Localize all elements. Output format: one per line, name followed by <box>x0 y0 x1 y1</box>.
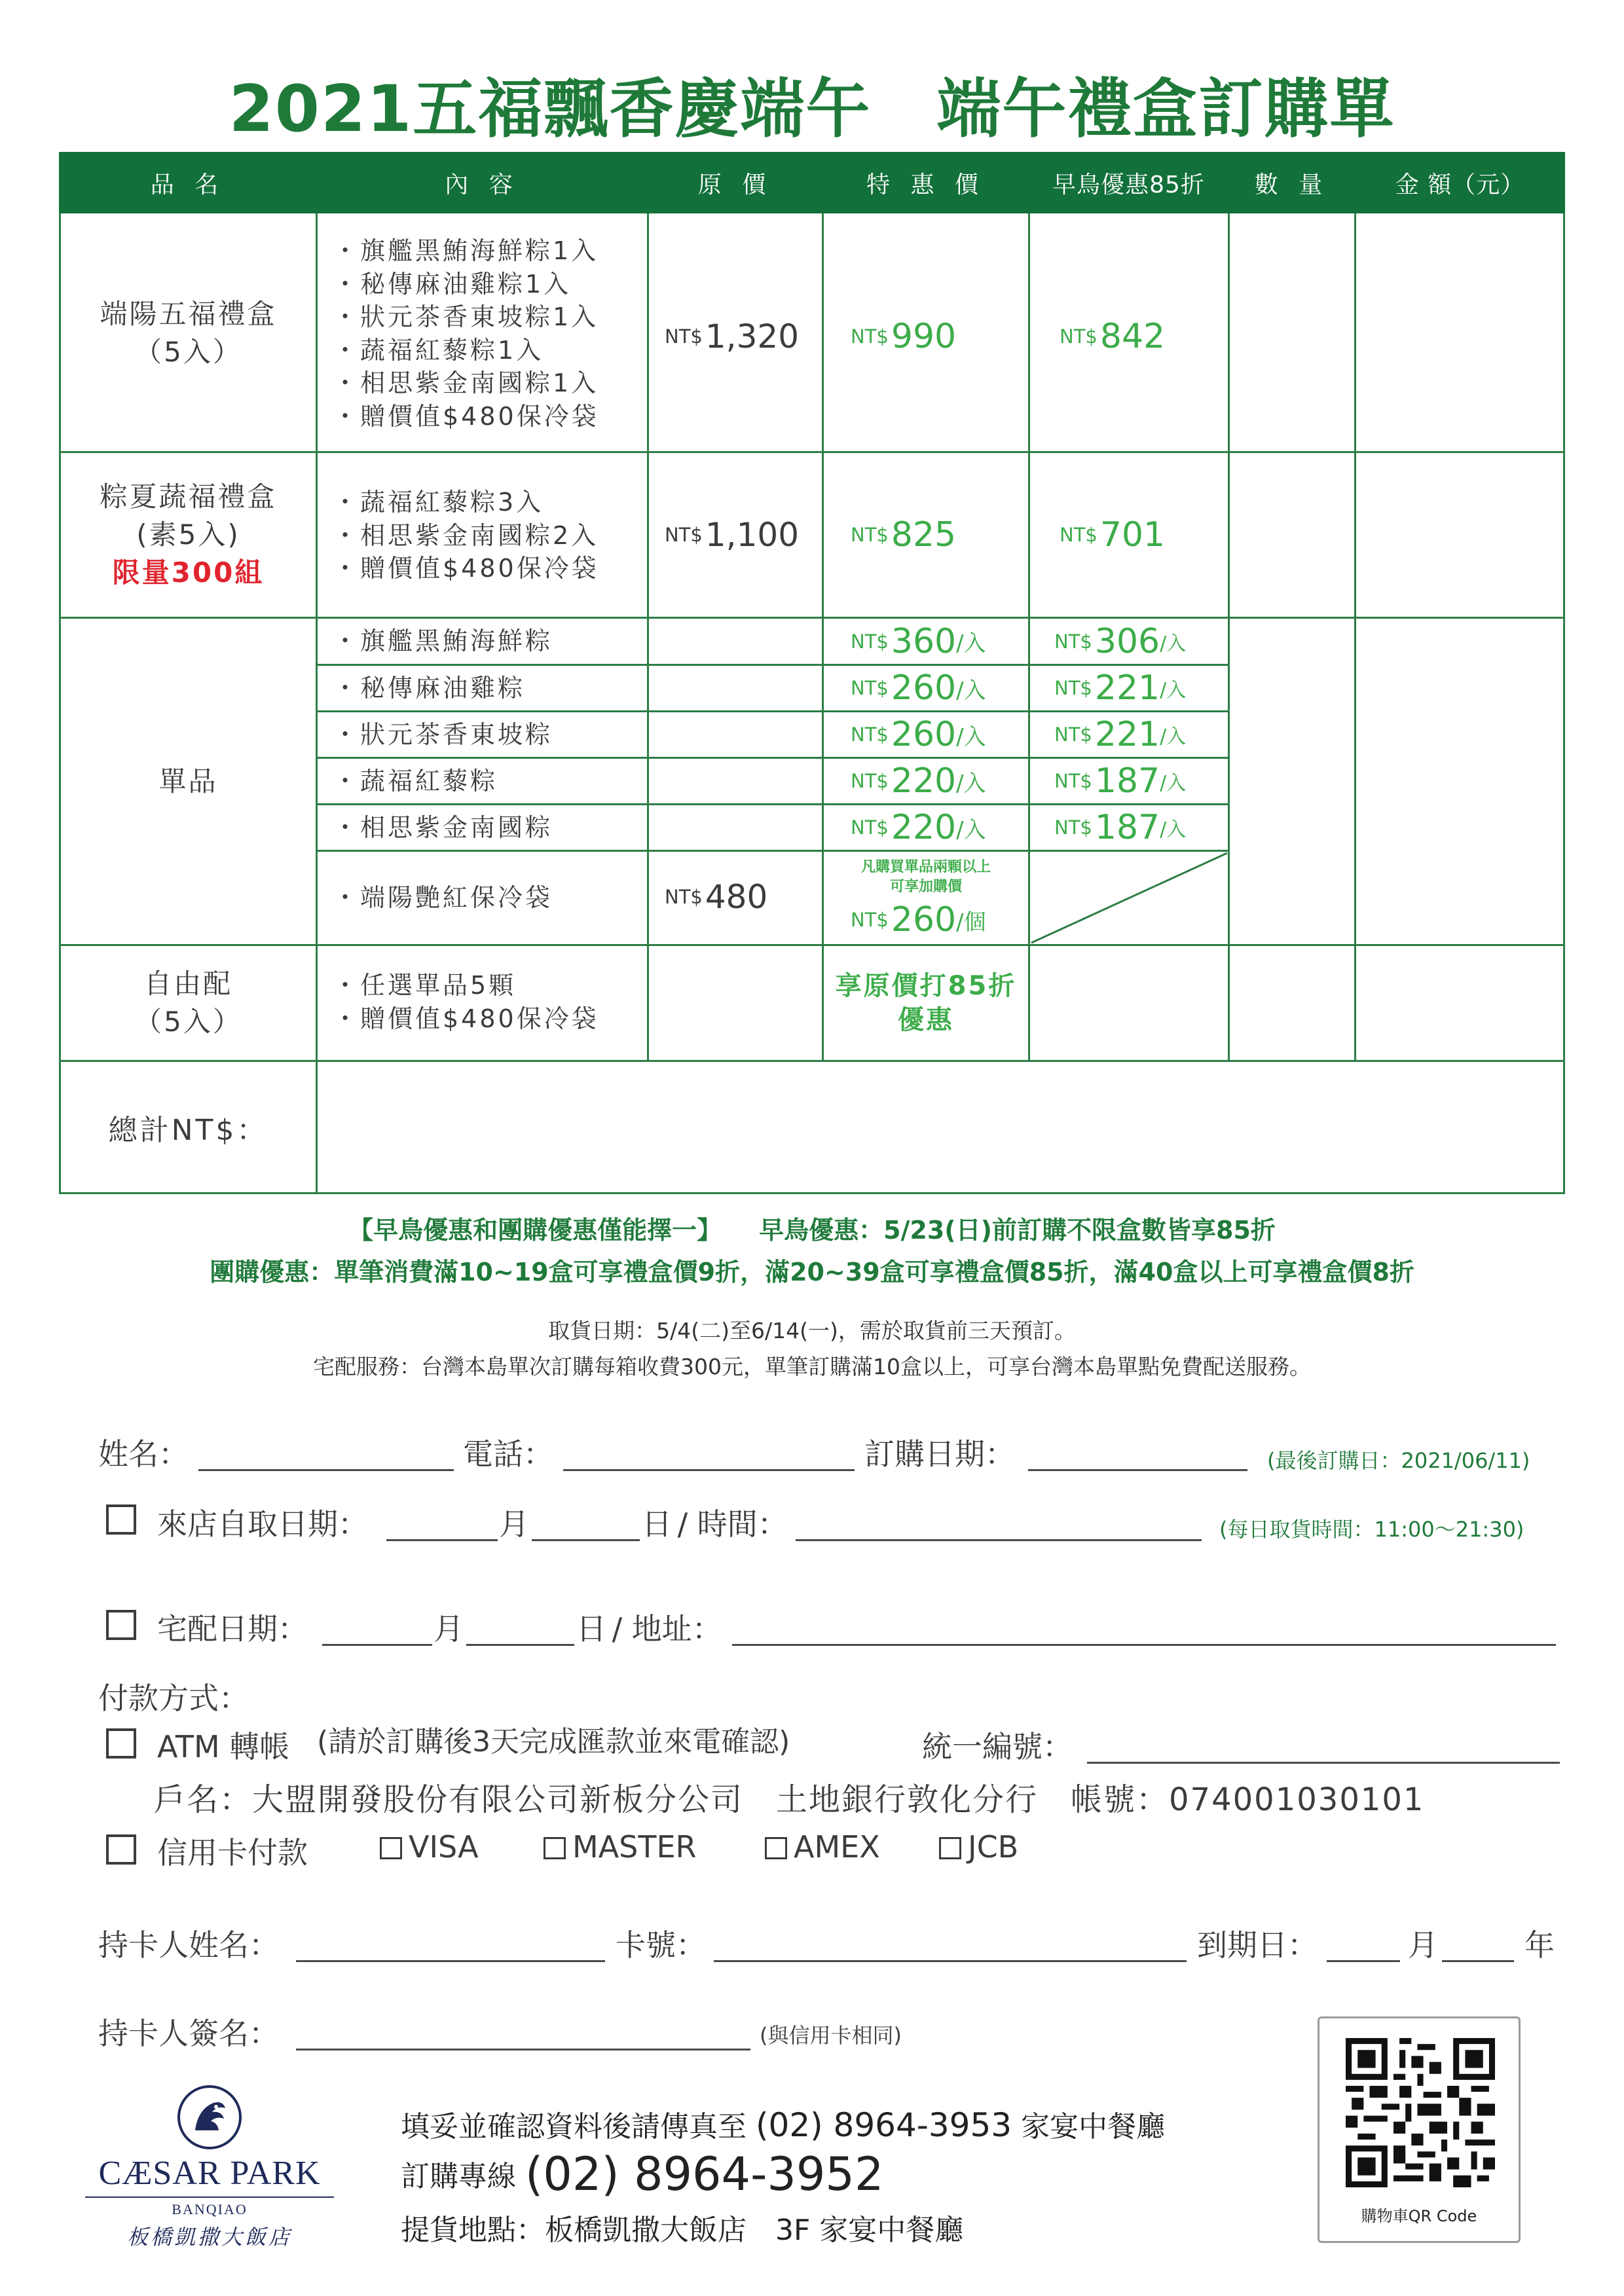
delivery-day-field[interactable] <box>466 1615 574 1646</box>
payment-method-label: 付款方式： <box>98 1681 249 1716</box>
month-label: 月 <box>434 1611 464 1647</box>
promo-line-1 <box>0 1210 1624 1246</box>
content-line: ・相思紫金南國粽 <box>333 812 553 842</box>
delivery-checkbox[interactable] <box>106 1610 136 1640</box>
original-price <box>665 314 799 359</box>
card-holder-label: 持卡人姓名： <box>98 1927 279 1963</box>
currency-label: NT$ <box>851 909 889 931</box>
special-price <box>851 619 986 664</box>
addon-note-line: 凡購買單品兩顆以上 <box>860 859 991 875</box>
expiry-month-label: 月 <box>1408 1927 1438 1963</box>
content-line: ・任選單品5顆 <box>333 971 517 1000</box>
time-label: / 時間： <box>668 1506 788 1542</box>
atm-note: (請於訂購後3天完成匯款並來電確認) <box>317 1725 790 1758</box>
header-amount: 金 額（元） <box>1395 171 1525 198</box>
signature-field[interactable] <box>296 2020 750 2050</box>
header-contents: 內 容 <box>445 171 519 198</box>
unit-label: /入 <box>1160 818 1187 841</box>
product-pack: （5入） <box>134 1006 242 1038</box>
hotline-label: 訂購專線 <box>401 2160 525 2193</box>
order-date-label: 訂購日期： <box>864 1436 1015 1472</box>
currency-label: NT$ <box>1054 723 1092 746</box>
product-name: 粽夏蔬福禮盒 <box>100 481 277 513</box>
content-line: ・贈價值$480保冷袋 <box>333 401 599 431</box>
fax-suffix: 家宴中餐廳 <box>1012 2110 1166 2143</box>
currency-label: NT$ <box>1054 677 1092 699</box>
content-line: ・端陽艷紅保冷袋 <box>333 883 553 913</box>
unit-label: /入 <box>1160 632 1187 655</box>
order-date-field[interactable] <box>1028 1440 1247 1471</box>
content-line: ・蔬福紅藜粽1入 <box>333 335 544 365</box>
unit-label: /入 <box>956 816 986 843</box>
contents-cell <box>333 486 640 585</box>
unit-label: /入 <box>956 723 986 750</box>
content-line: ・秘傳麻油雞粽 <box>333 673 526 702</box>
content-line: ・相思紫金南國粽2入 <box>333 520 599 550</box>
jcb-checkbox[interactable] <box>939 1837 961 1859</box>
amex-label: AMEX <box>794 1829 880 1865</box>
early-bird-price <box>1060 512 1165 558</box>
special-price <box>851 314 956 359</box>
last-order-date: (最後訂購日：2021/06/11) <box>1267 1448 1530 1473</box>
expiry-month-field[interactable] <box>1327 1931 1400 1962</box>
content-line: ・旗艦黑鮪海鮮粽 <box>333 627 553 656</box>
product-name: 單品 <box>158 765 218 797</box>
price-value: 187 <box>1094 808 1160 847</box>
fax-line <box>401 2103 1165 2145</box>
price-value: 260 <box>891 900 957 939</box>
unit-label: /入 <box>956 677 986 704</box>
special-price <box>851 759 986 803</box>
signature-note: (與信用卡相同) <box>760 2023 902 2048</box>
delivery-info: 宅配服務：台灣本島單次訂購每箱收費300元，單筆訂購滿10盒以上，可享台灣本島單點免費配送服務。 <box>313 1354 1311 1379</box>
tax-id-label: 統一編號： <box>922 1729 1073 1764</box>
day-label: 日 <box>642 1506 672 1542</box>
header-early-bird: 早鳥優惠85折 <box>1052 171 1205 198</box>
master-label: MASTER <box>572 1829 697 1865</box>
card-number-label: 卡號： <box>616 1927 706 1963</box>
logo-divider <box>85 2196 334 2198</box>
price-value: 187 <box>1094 761 1160 801</box>
currency-label: NT$ <box>851 770 889 792</box>
column-divider <box>822 213 824 1060</box>
price-value: 842 <box>1099 317 1166 356</box>
table-right-border <box>1563 213 1565 1194</box>
page-title: 2021五福飄香慶端午 端午禮盒訂購單 <box>229 72 1395 147</box>
credit-card-checkbox[interactable] <box>106 1834 136 1865</box>
master-checkbox[interactable] <box>544 1837 566 1859</box>
early-bird-label: 早鳥優惠 <box>759 1216 859 1245</box>
unit-label: /入 <box>1160 679 1187 702</box>
card-holder-field[interactable] <box>296 1931 605 1962</box>
unit-label: /個 <box>956 909 986 936</box>
currency-label: NT$ <box>1054 630 1092 653</box>
limited-quantity-badge: 限量300組 <box>112 556 265 589</box>
hotline-line <box>401 2147 884 2201</box>
currency-label: NT$ <box>1060 524 1098 546</box>
currency-label: NT$ <box>851 524 889 546</box>
promo-choose-one: 【早鳥優惠和團購優惠僅能擇一】 <box>348 1216 710 1245</box>
original-price <box>665 512 799 558</box>
group-buy-text: ：單筆消費滿10~19盒可享禮盒價9折，滿20~39盒可享禮盒價85折，滿40盒以上可享禮盒價8折 <box>309 1258 1414 1286</box>
qr-code-icon[interactable] <box>1346 2038 1495 2187</box>
addon-price <box>851 898 986 941</box>
content-line: ・秘傳麻油雞粽1入 <box>333 269 572 299</box>
addon-note-line: 可享加購價 <box>889 879 962 895</box>
pickup-place: 提貨地點：板橋凱撒大飯店 3F 家宴中餐廳 <box>401 2214 964 2247</box>
currency-label: NT$ <box>851 677 889 699</box>
contents-cell <box>333 234 640 433</box>
table-bottom-border <box>59 1192 1565 1194</box>
expiry-label: 到期日： <box>1197 1927 1318 1963</box>
content-line: ・相思紫金南國粽1入 <box>333 369 599 397</box>
pickup-day-field[interactable] <box>532 1510 640 1541</box>
early-bird-price <box>1054 759 1186 803</box>
price-value: 306 <box>1094 621 1160 661</box>
card-number-field[interactable] <box>714 1931 1187 1962</box>
name-field[interactable] <box>198 1440 454 1471</box>
promo-line-2 <box>0 1252 1624 1288</box>
special-price <box>851 512 956 558</box>
currency-label: NT$ <box>851 325 889 348</box>
bank-account-info: 戶名：大盟開發股份有限公司新板分公司 土地銀行敦化分行 帳號：074001030101 <box>154 1781 1425 1818</box>
content-line: ・蔬福紅藜粽3入 <box>333 488 544 517</box>
credit-card-label: 信用卡付款 <box>157 1835 308 1870</box>
fax-number: (02) 8964-3953 <box>756 2106 1012 2144</box>
currency-label: NT$ <box>1060 325 1098 348</box>
header-special-price: 特 惠 價 <box>866 171 985 198</box>
caesar-park-emblem-icon <box>175 2083 244 2151</box>
content-line: ・狀元茶香東坡粽 <box>333 720 553 749</box>
early-bird-price <box>1054 712 1186 757</box>
unit-label: /入 <box>956 770 986 797</box>
early-bird-text: ：5/23(日)前訂購不限盒數皆享85折 <box>858 1216 1276 1245</box>
card-type-visa[interactable] <box>380 1829 479 1865</box>
atm-checkbox[interactable] <box>106 1728 136 1758</box>
unit-label: /入 <box>1160 725 1187 748</box>
product-name-cell <box>61 619 316 944</box>
currency-label: NT$ <box>665 325 703 348</box>
addon-note <box>824 858 1028 897</box>
jcb-label: JCB <box>968 1829 1019 1865</box>
currency-label: NT$ <box>1054 770 1092 792</box>
original-price <box>665 874 767 920</box>
address-field[interactable] <box>732 1615 1556 1646</box>
price-value: 1,320 <box>705 318 799 355</box>
pickup-dates: 取貨日期：5/4(二)至6/14(一)，需於取貨前三天預訂。 <box>548 1318 1076 1343</box>
column-divider <box>647 213 649 1060</box>
special-price <box>851 712 986 757</box>
hotline-number: (02) 8964-3952 <box>525 2147 884 2201</box>
product-name: 自由配 <box>143 968 232 1000</box>
currency-label: NT$ <box>851 723 889 746</box>
total-label: 總計NT$： <box>108 1113 268 1147</box>
fax-label: 填妥並確認資料後請傳真至 <box>401 2110 756 2143</box>
price-value: 990 <box>891 317 957 356</box>
early-bird-price <box>1054 666 1186 710</box>
column-divider <box>316 213 318 1194</box>
pickup-hours: (每日取貨時間：11:00～21:30) <box>1219 1517 1524 1542</box>
pickup-month-field[interactable] <box>386 1510 498 1541</box>
product-name-cell <box>61 946 316 1060</box>
price-value: 260 <box>891 715 957 754</box>
early-bird-price <box>1060 314 1165 359</box>
pickup-time-field[interactable] <box>796 1510 1202 1541</box>
content-line: ・蔬福紅藜粽 <box>333 766 498 795</box>
column-divider <box>1354 213 1356 1060</box>
caesar-park-logo-text: CÆSAR PARK <box>98 2155 321 2192</box>
unit-label: /入 <box>1160 772 1187 795</box>
product-pack: (素5入) <box>136 519 240 551</box>
price-value: 221 <box>1094 715 1160 754</box>
price-value: 220 <box>891 808 957 847</box>
signature-label: 持卡人簽名： <box>98 2016 279 2051</box>
special-price <box>851 805 986 850</box>
tax-id-field[interactable] <box>1087 1733 1560 1764</box>
currency-label: NT$ <box>665 524 703 546</box>
promo-line: 享原價打85折 <box>835 971 1017 1001</box>
order-table <box>59 152 1565 1194</box>
price-value: 221 <box>1094 668 1160 708</box>
pickup-label: 來店自取日期： <box>157 1506 368 1542</box>
product-name-cell <box>61 453 316 617</box>
pickup-checkbox[interactable] <box>106 1504 136 1535</box>
card-type-master[interactable] <box>544 1829 696 1865</box>
logo-city: BANQIAO <box>172 2201 248 2217</box>
card-type-jcb[interactable] <box>939 1829 1018 1865</box>
currency-label: NT$ <box>851 816 889 839</box>
early-bird-price <box>1054 805 1186 850</box>
amex-checkbox[interactable] <box>765 1837 787 1859</box>
contents-cell <box>333 969 640 1035</box>
price-value: 220 <box>891 761 957 801</box>
card-type-amex[interactable] <box>765 1829 880 1865</box>
qr-code-caption: 購物車QR Code <box>1361 2207 1477 2225</box>
currency-label: NT$ <box>665 886 703 908</box>
price-value: 480 <box>705 878 768 916</box>
free-combo-promo <box>824 969 1028 1037</box>
promo-line: 優惠 <box>898 1005 954 1035</box>
month-label: 月 <box>499 1506 529 1542</box>
header-product-name: 品 名 <box>150 171 225 198</box>
price-value: 360 <box>891 621 957 661</box>
delivery-label: 宅配日期： <box>157 1611 308 1647</box>
expiry-year-field[interactable] <box>1442 1931 1514 1962</box>
name-label: 姓名： <box>98 1436 189 1472</box>
early-bird-price <box>1054 619 1186 664</box>
day-label: 日 <box>576 1611 606 1647</box>
header-original-price: 原 價 <box>697 171 773 198</box>
price-value: 701 <box>1099 515 1166 555</box>
delivery-month-field[interactable] <box>322 1615 432 1646</box>
unit-label: /入 <box>956 630 986 657</box>
price-value: 825 <box>891 515 957 555</box>
content-line: ・狀元茶香東坡粽1入 <box>333 302 599 331</box>
product-name-cell <box>61 215 316 451</box>
address-label: / 地址： <box>602 1611 722 1647</box>
expiry-year-label: 年 <box>1524 1927 1555 1963</box>
product-pack: （5入） <box>134 336 242 368</box>
product-name: 端陽五福禮盒 <box>100 298 277 330</box>
phone-field[interactable] <box>563 1440 855 1471</box>
logo-chinese-name: 板橋凱撒大飯店 <box>126 2225 292 2250</box>
price-value: 260 <box>891 668 957 708</box>
content-line: ・旗艦黑鮪海鮮粽1入 <box>333 236 599 265</box>
special-price <box>851 666 986 710</box>
content-line: ・贈價值$480保冷袋 <box>333 1004 599 1033</box>
qr-code-box[interactable] <box>1318 2016 1521 2243</box>
header-quantity: 數 量 <box>1254 171 1329 198</box>
visa-checkbox[interactable] <box>380 1837 402 1859</box>
group-buy-label: 團購優惠 <box>210 1258 310 1286</box>
price-value: 1,100 <box>705 516 799 554</box>
atm-label: ATM 轉帳 <box>157 1729 290 1764</box>
visa-label: VISA <box>409 1829 479 1865</box>
not-applicable-slash <box>1030 852 1228 944</box>
phone-label: 電話： <box>463 1436 553 1472</box>
currency-label: NT$ <box>851 630 889 653</box>
content-line: ・贈價值$480保冷袋 <box>333 554 599 583</box>
currency-label: NT$ <box>1054 816 1092 839</box>
